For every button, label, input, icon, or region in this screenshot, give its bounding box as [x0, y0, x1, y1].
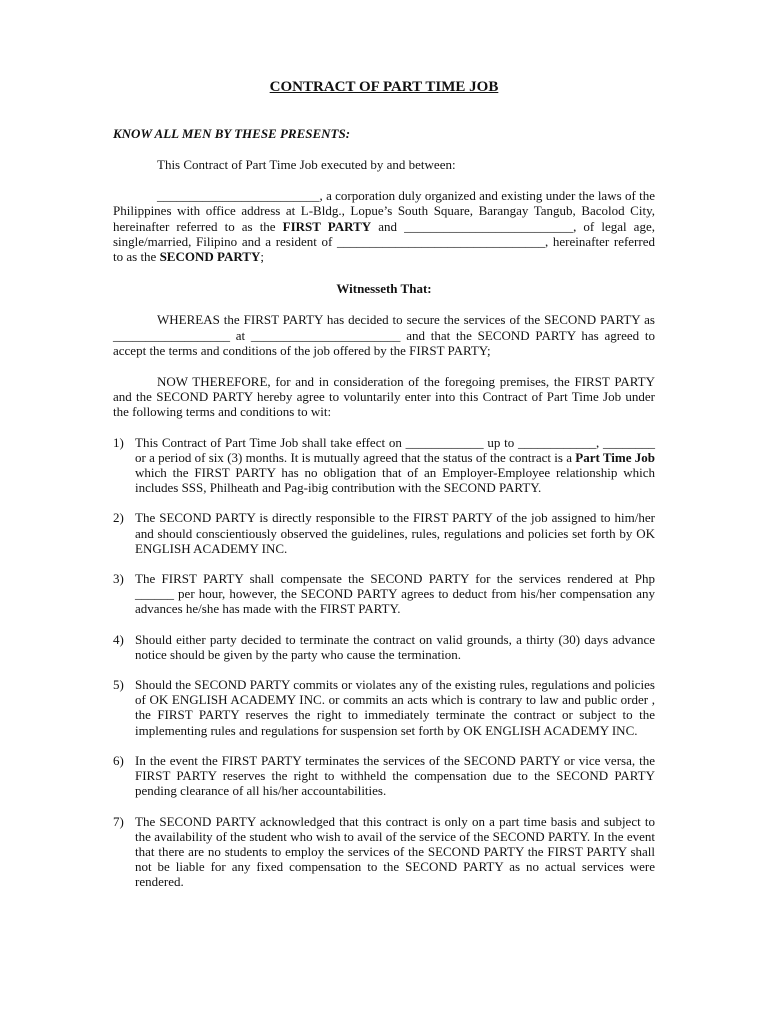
term-text: Should either party decided to terminate the contract on valid grounds, a thirty (30) days advance notice should be given by the party who cause the termination.	[135, 631, 655, 662]
term-text: The SECOND PARTY acknowledged that this contract is only on a part time basis and subject to the availability of the student who wish to avail of the service of the SECOND PARTY. In the event that there are no students to employ the services of the SECOND PARTY the FIRST PARTY shall not be liable for any fixed compensation to the SECOND PARTY as no actual services were rendered.	[135, 813, 655, 890]
contract-document	[113, 78, 655, 890]
parties-text-4: , hereinafter referred to as the	[113, 233, 655, 265]
employee-name-blank: __________________________	[404, 218, 574, 234]
term-number: 1)	[113, 434, 124, 450]
term-number: 6)	[113, 752, 124, 768]
document-title: CONTRACT OF PART TIME JOB	[269, 79, 499, 95]
term-item	[113, 510, 655, 556]
parties-text-3: , of legal age, single/married, Filipino and a resident of	[113, 218, 655, 249]
residence-blank: ________________________________	[337, 233, 545, 249]
term-number: 7)	[113, 813, 124, 829]
term-text: The FIRST PARTY shall compensate the SECOND PARTY for the services rendered at Php ______ per hour, however, the SECOND PARTY agrees to deduct from his/her compensation any advances he/she has made with the FIRST PARTY.	[135, 571, 655, 617]
now-therefore-paragraph: NOW THEREFORE, for and in consideration of the foregoing premises, the FIRST PARTY and the SECOND PARTY hereby agree to voluntarily enter into this Contract of Part Time Job under the following terms and conditions to wit:	[113, 374, 655, 420]
parties-paragraph	[113, 188, 655, 264]
parties-text-2: and	[371, 218, 405, 234]
term-text-after: which the FIRST PARTY has no obligation that of an Employer-Employee relationship which includes SSS, Philheath and Pag-ibig contribution with the SECOND PARTY.	[135, 465, 655, 496]
term-number: 2)	[113, 510, 124, 526]
term-number: 5)	[113, 677, 124, 693]
term-text: Should the SECOND PARTY commits or violates any of the existing rules, regulations and policies of OK ENGLISH ACADEMY INC. or commits an acts which is contrary to law and public order , the FIRST PARTY reserves the right to immediately terminate the contract or subject to the implementing rules and regulations for suspension set forth by OK ENGLISH ACADEMY INC.	[135, 677, 655, 738]
term-item	[113, 753, 655, 799]
term-item	[113, 814, 655, 890]
company-name-blank: _________________________	[157, 188, 320, 204]
term-number: 4)	[113, 631, 124, 647]
term-bold-text: Part Time Job	[575, 449, 655, 465]
first-party-label: FIRST PARTY	[282, 218, 372, 234]
greeting-heading: KNOW ALL MEN BY THESE PRESENTS:	[113, 126, 351, 141]
term-text: The SECOND PARTY is directly responsible to the FIRST PARTY of the job assigned to him/her and should conscientiously observed the guidelines, rules, regulations and policies set forth by OK ENGLISH ACADEMY INC.	[135, 510, 655, 556]
whereas-paragraph: WHEREAS the FIRST PARTY has decided to secure the services of the SECOND PARTY as __________________ at _______________________ and that the SECOND PARTY has agreed to accept the terms and conditions of the job offered by the FIRST PARTY;	[113, 312, 655, 358]
parties-text-5: ;	[260, 249, 264, 265]
term-text: This Contract of Part Time Job shall take effect on ____________ up to ____________, ________ or a period of six (3) months. It is mutually agreed that the status of the contract is a	[135, 434, 655, 465]
term-text: In the event the FIRST PARTY terminates the services of the SECOND PARTY or vice versa, the FIRST PARTY reserves the right to withheld the compensation due to the SECOND PARTY pending clearance of all his/her accountabilities.	[135, 752, 655, 799]
term-item	[113, 571, 655, 617]
terms-list	[113, 435, 655, 890]
term-item	[113, 632, 655, 662]
second-party-label: SECOND PARTY	[159, 249, 261, 265]
parties-text-1: , a corporation duly organized and existing under the laws of the Philippines with office address at L-Bldg., Lopue’s South Square, Barangay Tangub, Bacolod City, hereinafter referred to as the	[113, 188, 655, 234]
term-item	[113, 677, 655, 738]
term-item	[113, 435, 655, 496]
intro-line: This Contract of Part Time Job executed by and between:	[157, 157, 456, 172]
witnesseth-heading: Witnesseth That:	[336, 281, 432, 297]
term-number: 3)	[113, 571, 124, 587]
